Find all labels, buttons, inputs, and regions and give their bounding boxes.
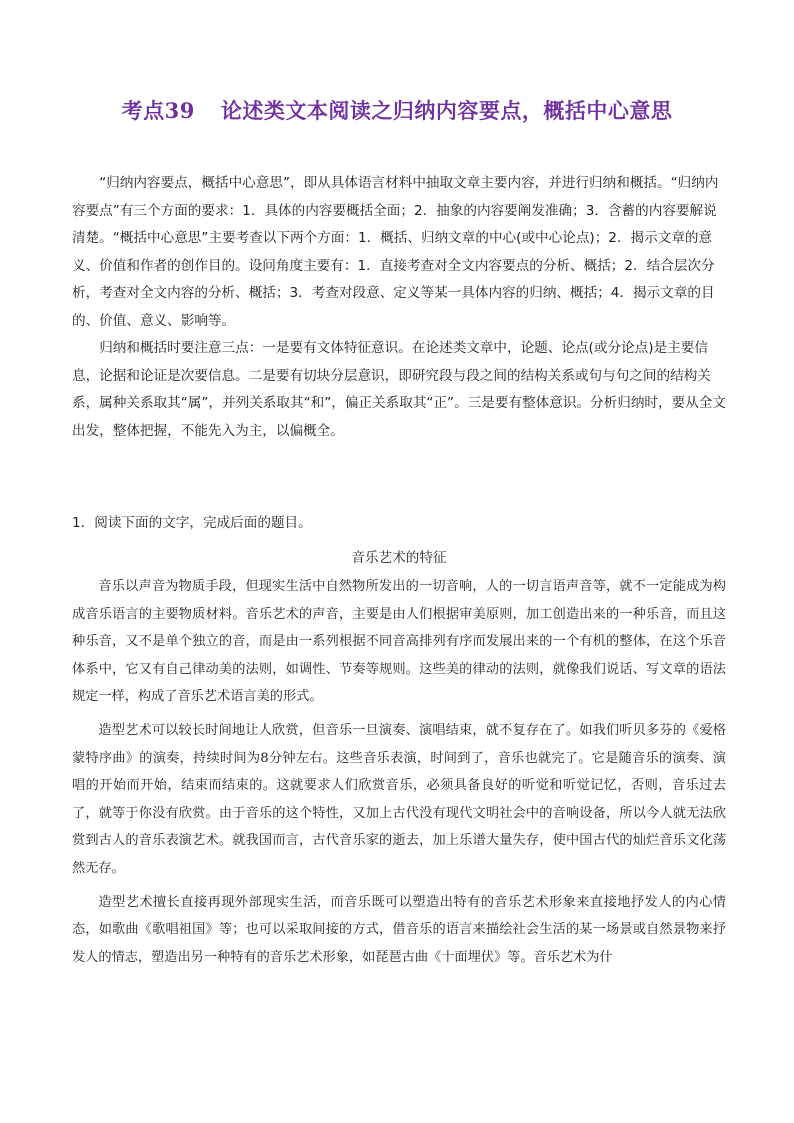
- question-prompt: 1．阅读下面的文字，完成后面的题目。: [72, 515, 312, 531]
- article-paragraph: 造型艺术擅长直接再现外部现实生活，而音乐既可以塑造出特有的音乐艺术形象来直接地抒发人的内心情态，如歌曲《歌唱祖国》等；也可以采取间接的方式，借音乐的语言来描绘社会生活的某一场景或自然景物来抒发人的情志，塑造出另一种特有的音乐艺术形象，如琵琶古曲《十面埋伏》等。音乐艺术为什: [72, 894, 726, 965]
- article-title: 音乐艺术的特征: [351, 550, 447, 566]
- intro-paragraph: “归纳内容要点，概括中心意思”，即从具体语言材料中抽取文章主要内容，并进行归纳和概括。“归纳内容要点”有三个方面的要求：1．具体的内容要概括全面；2．抽象的内容要阐发准确；3．含蓄的内容要解说清楚。“概括中心意思”主要考查以下两个方面：1．概括、归纳文章的中心(或中心论点)；2．揭示文章的意义、价值和作者的创作目的。设问角度主要有：1．直接考查对全文内容要点的分析、概括；2．结合层次分析，考查对全文内容的分析、概括；3．考查对段意、定义等某一具体内容的归纳、概括；4．揭示文章的目的、价值、意义、影响等。: [72, 175, 719, 329]
- intro-section: [72, 170, 726, 445]
- article-paragraph: 音乐以声音为物质手段，但现实生活中自然物所发出的一切音响，人的一切言语声音等，就不一定能成为构成音乐语言的主要物质材料。音乐艺术的声音，主要是由人们根据审美原则，加工创造出来的一种乐音，而且这种乐音，又不是单个独立的音，而是由一系列根据不同音高排列有序而发展出来的一个有机的整体，在这个乐音体系中，它又有自己律动美的法则，如调性、节奏等规则。这些美的律动的法则，就像我们说话、写文章的语法规定一样，构成了音乐艺术语言美的形式。: [72, 579, 726, 705]
- article-paragraph: 造型艺术可以较长时间地让人欣赏，但音乐一旦演奏、演唱结束，就不复存在了。如我们听贝多芬的《爱格蒙特序曲》的演奏，持续时间为8分钟左右。这些音乐表演，时间到了，音乐也就完了。它是随音乐的演奏、演唱的开始而开始，结束而结束的。这就要求人们欣赏音乐，必须具备良好的听觉和听觉记忆，否则，音乐过去了，就等于你没有欣赏。由于音乐的这个特性，又加上古代没有现代文明社会中的音响设备，所以今人就无法欣赏到古人的音乐表演艺术。就我国而言，古代音乐家的逝去，加上乐谱大量失存，使中国古代的灿烂音乐文化荡然无存。: [72, 722, 726, 876]
- page-title: [60, 95, 734, 125]
- topic-code: 考点39: [121, 98, 195, 123]
- article-body: [72, 573, 726, 977]
- intro-paragraph: 归纳和概括时要注意三点：一是要有文体特征意识。在论述类文章中，论题、论点(或分论点)是主要信息，论据和论证是次要信息。二是要有切块分层意识，即研究段与段之间的结构关系或句与句之间的结构关系，属种关系取其“属”，并列关系取其“和”，偏正关系取其“正”。三是要有整体意识。分析归纳时，要从全文出发，整体把握，不能先入为主，以偏概全。: [72, 340, 726, 439]
- topic-title: 论述类文本阅读之归纳内容要点，概括中心意思: [220, 98, 673, 123]
